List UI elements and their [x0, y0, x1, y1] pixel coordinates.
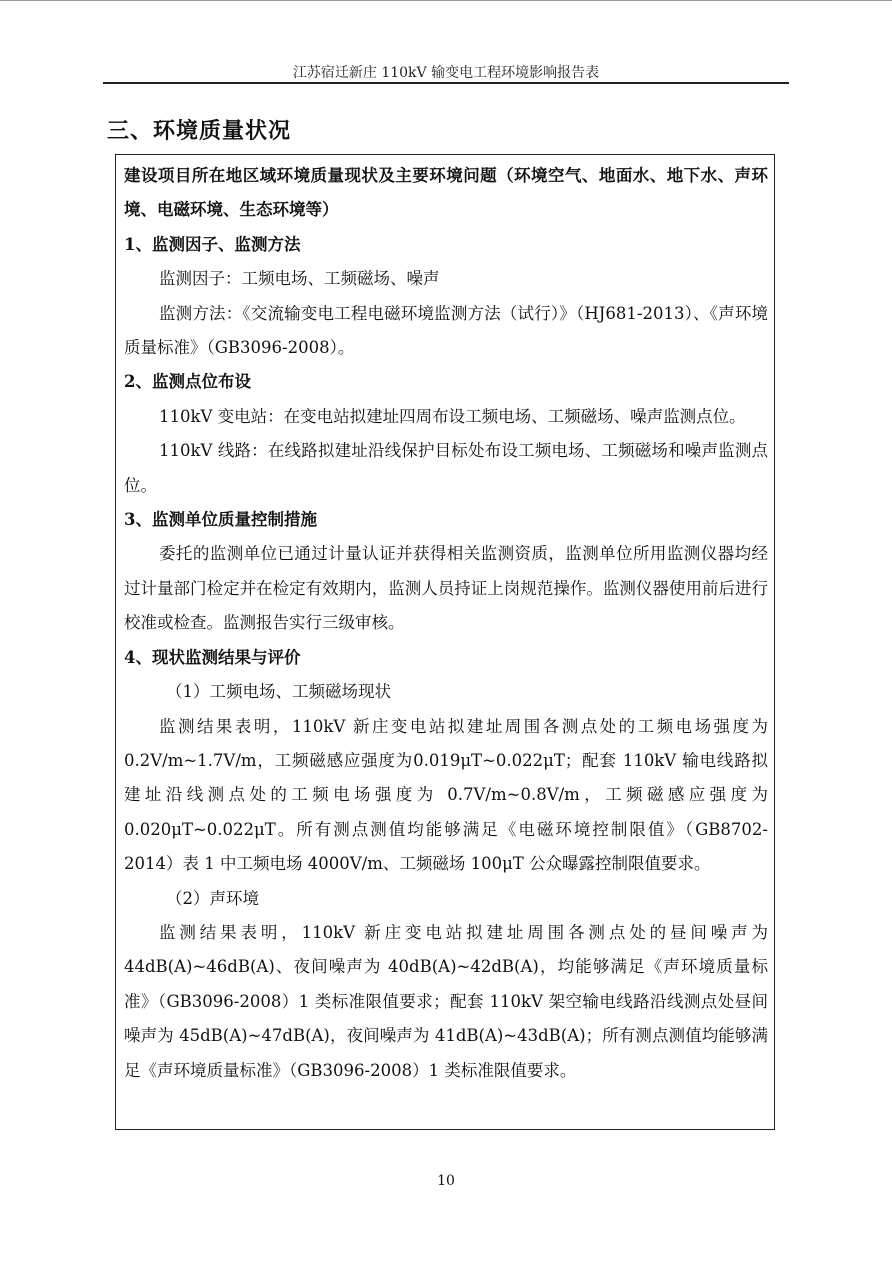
heading-monitoring-factors: 1、监测因子、监测方法	[124, 234, 301, 254]
running-header: 江苏宿迁新庄 110kV 输变电工程环境影响报告表	[292, 65, 600, 81]
header-rule	[103, 82, 789, 84]
heading-results: 4、现状监测结果与评价	[124, 647, 301, 667]
paragraph-quality-control: 委托的监测单位已通过计量认证并获得相关监测资质，监测单位所用监测仪器均经过计量部门检定并在检定有效期内，监测人员持证上岗规范操作。监测仪器使用前后进行校准或检查。监测报告实行三级审核。	[124, 544, 768, 633]
page-top-edge	[0, 0, 892, 1]
paragraph-em-results: 监测结果表明，110kV 新庄变电站拟建址周围各测点处的工频电场强度为0.2V/m~1.7V/m，工频磁感应强度为0.019μT~0.022μT；配套 110kV 输电线路拟建址沿线测点处的工频电场强度为 0.7V/m~0.8V/m，工频磁感应强度为0.020μT~0.022μT。所有测点测值均能够满足《电磁环境控制限值》（GB8702-2014）表 1 中工频电场 4000V/m、工频磁场 100μT 公众曝露控制限值要求。	[124, 716, 768, 874]
content-body	[124, 159, 768, 1088]
page-number: 10	[437, 1173, 455, 1189]
paragraph-methods: 监测方法：《交流输变电工程电磁环境监测方法（试行）》（HJ681-2013）、《声环境质量标准》（GB3096-2008）。	[124, 303, 768, 358]
section-title: 三、环境质量状况	[107, 118, 292, 144]
paragraph-line-points: 110kV 线路：在线路拟建址沿线保护目标处布设工频电场、工频磁场和噪声监测点位。	[124, 441, 768, 495]
paragraph-substation-points: 110kV 变电站：在变电站拟建址四周布设工频电场、工频磁场、噪声监测点位。	[159, 406, 746, 426]
intro-heading: 建设项目所在地区域环境质量现状及主要环境问题（环境空气、地面水、地下水、声环境、电磁环境、生态环境等）	[124, 166, 768, 220]
content-box	[115, 154, 775, 1130]
paragraph-factors: 监测因子：工频电场、工频磁场、噪声	[159, 269, 440, 289]
heading-quality-control: 3、监测单位质量控制措施	[124, 510, 317, 530]
subheading-em-field: （1）工频电场、工频磁场现状	[166, 682, 391, 702]
paragraph-noise-results: 监测结果表明，110kV 新庄变电站拟建址周围各测点处的昼间噪声为44dB(A)~46dB(A)、夜间噪声为 40dB(A)~42dB(A)，均能够满足《声环境质量标准》（GB3096-2008）1 类标准限值要求；配套 110kV 架空输电线路沿线测点处昼间噪声为 45dB(A)~47dB(A)，夜间噪声为 41dB(A)~43dB(A)；所有测点测值均能够满足《声环境质量标准》（GB3096-2008）1 类标准限值要求。	[124, 922, 768, 1080]
subheading-noise: （2）声环境	[166, 888, 259, 908]
heading-monitoring-points: 2、监测点位布设	[124, 372, 251, 392]
